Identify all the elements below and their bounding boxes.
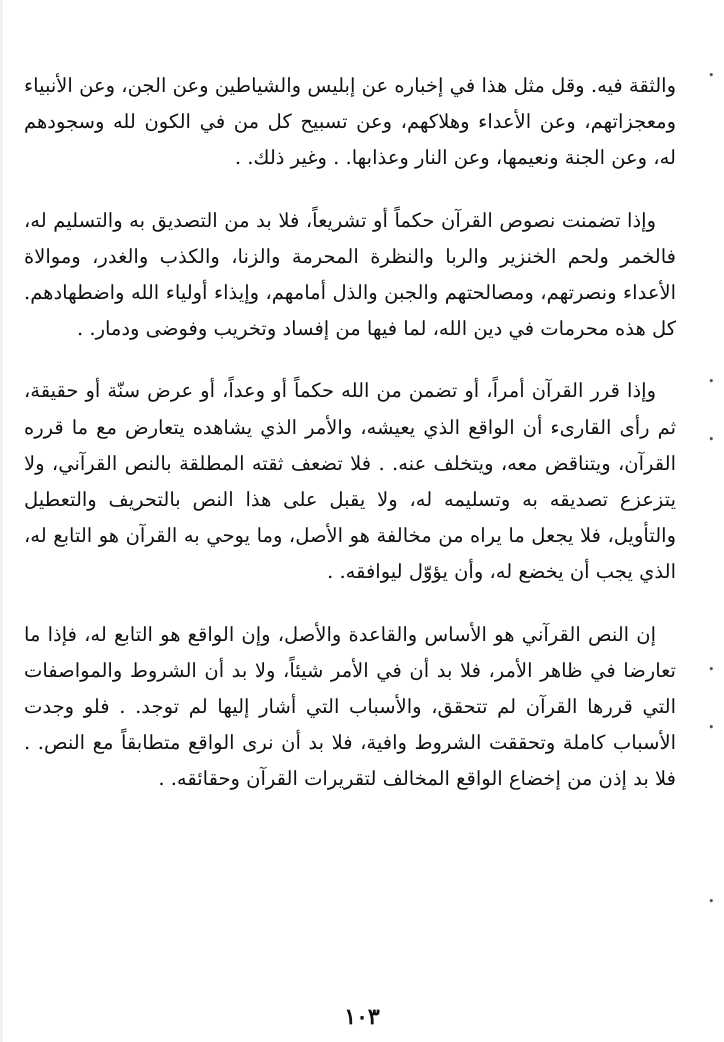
margin-dot: • — [708, 375, 715, 388]
margin-dot: • — [708, 433, 715, 446]
paragraph: إن النص القرآني هو الأساس والقاعدة والأصل، وإن الواقع هو التابع له، فإذا ما تعارضا في ظاهر الأمر، فلا بد أن في الأمر شيئاً، ولا بد أن الشروط والمواصفات التي قررها القرآن لم تتحقق، والأسباب التي أشار إليها لم توجد. . فلو وجدت الأسباب كاملة وتحققت الشروط وافية، فلا بد أن نرى الواقع متطابقاً مع النص. . فلا بد إذن من إخضاع الواقع المخالف لتقريرات القرآن وحقائقه. . — [24, 622, 676, 791]
page-number: ١٠٣ — [344, 1004, 380, 1030]
paragraph: والثقة فيه. وقل مثل هذا في إخباره عن إبليس والشياطين وعن الجن، وعن الأنبياء ومعجزاتهم، وعن الأعداء وهلاكهم، وعن تسبيح كل من في الكون لله وسجودهم له، وعن الجنة ونعيمها، وعن النار وعذابها. . وغير ذلك. . — [24, 74, 676, 170]
paragraph-gap — [24, 177, 676, 203]
paragraph: وإذا تضمنت نصوص القرآن حكماً أو تشريعاً، فلا بد من التصديق به والتسليم له، فالخمر ولحم الخنزير والربا والنظرة المحرمة والزنا، والكذب والغدر، وموالاة الأعداء ونصرتهم، ومصالحتهم والجبن والذل أمامهم، وإيذاء أولياء الله واضطهادهم. كل هذه محرمات في دين الله، لما فيها من إفساد وتخريب وفوضى ودمار. . — [24, 208, 676, 341]
margin-dot: • — [708, 663, 715, 676]
margin-dot: • — [708, 69, 715, 82]
paragraph: وإذا قرر القرآن أمراً، أو تضمن من الله حكماً أو وعداً، أو عرض سنّة أو حقيقة، ثم رأى القارىء أن الواقع الذي يعيشه، والأمر الذي يشاهده يتعارض مع ما قرره القرآن، ويتناقض معه، ويتخلف عنه. . فلا تضعف ثقته المطلقة بالنص القرآني، ولا يتزعزع تصديقه به وتسليمه له، ولا يقبل على هذا النص بالتحريف والتعطيل والتأويل، فلا يجعل ما يراه من مخالفة هو الأصل، وما يوحي به القرآن هو التابع له، الذي يجب أن يخضع له، وأن يؤوّل ليوافقه. . — [24, 379, 676, 584]
margin-dot: • — [708, 895, 715, 908]
text-column — [24, 68, 676, 798]
margin-dot: • — [708, 721, 715, 734]
paragraph-gap — [24, 347, 676, 373]
page-edge-shadow — [0, 0, 3, 1042]
paragraph-gap — [24, 591, 676, 617]
